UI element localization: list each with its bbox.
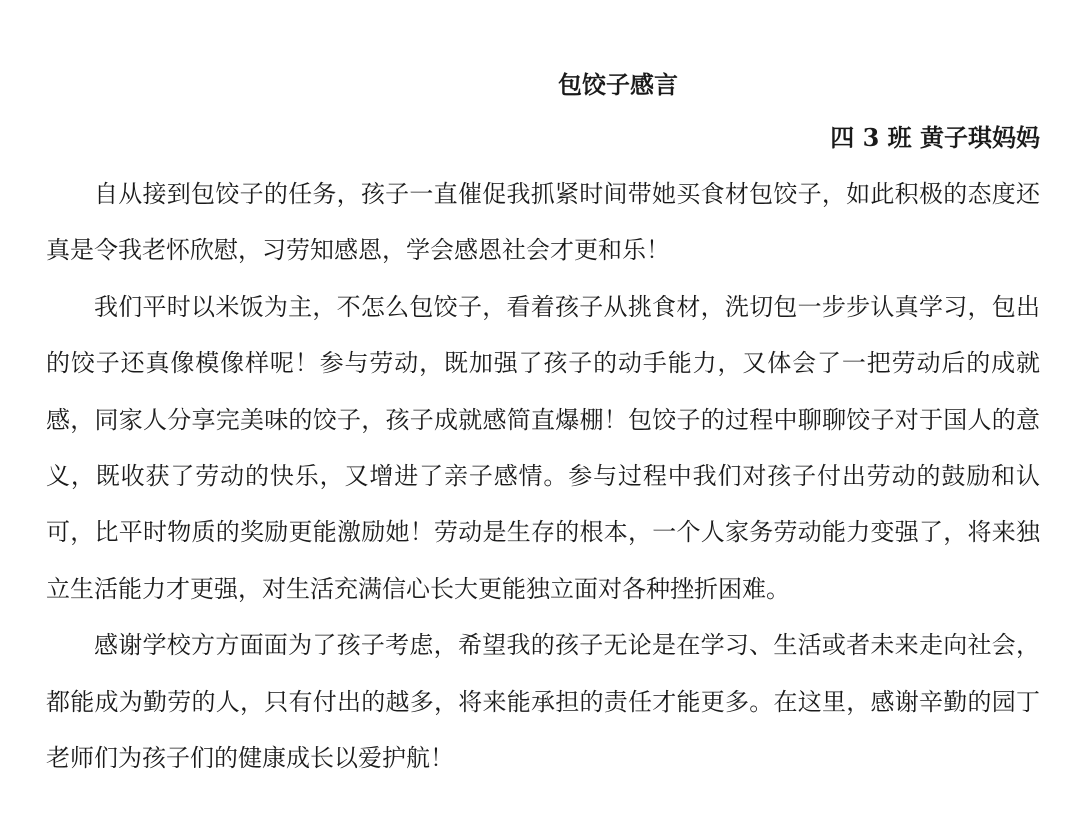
paragraph-2: 我们平时以米饭为主，不怎么包饺子，看着孩子从挑食材，洗切包一步步认真学习，包出的饺子还真像模像样呢！参与劳动，既加强了孩子的动手能力，又体会了一把劳动后的成就感，同家人分享完美味的饺子，孩子成就感简直爆棚！包饺子的过程中聊聊饺子对于国人的意义，既收获了劳动的快乐，又增进了亲子感情。参与过程中我们对孩子付出劳动的鼓励和认可，比平时物质的奖励更能激励她！劳动是生存的根本，一个人家务劳动能力变强了，将来独立生活能力才更强，对生活充满信心长大更能独立面对各种挫折困难。 <box>46 292 1040 603</box>
paragraph-1: 自从接到包饺子的任务，孩子一直催促我抓紧时间带她买食材包饺子，如此积极的态度还真是令我老怀欣慰，习劳知感恩，学会感恩社会才更和乐！ <box>46 180 1040 265</box>
document <box>46 60 1040 786</box>
paragraph-3: 感谢学校方方面面为了孩子考虑，希望我的孩子无论是在学习、生活或者未来走向社会，都能成为勤劳的人，只有付出的越多，将来能承担的责任才能更多。在这里，感谢辛勤的园丁老师们为孩子们的健康成长以爱护航！ <box>46 631 1040 773</box>
document-title: 包饺子感言 <box>558 70 678 99</box>
author-line: 四 3 班 黄子琪妈妈 <box>830 123 1040 152</box>
